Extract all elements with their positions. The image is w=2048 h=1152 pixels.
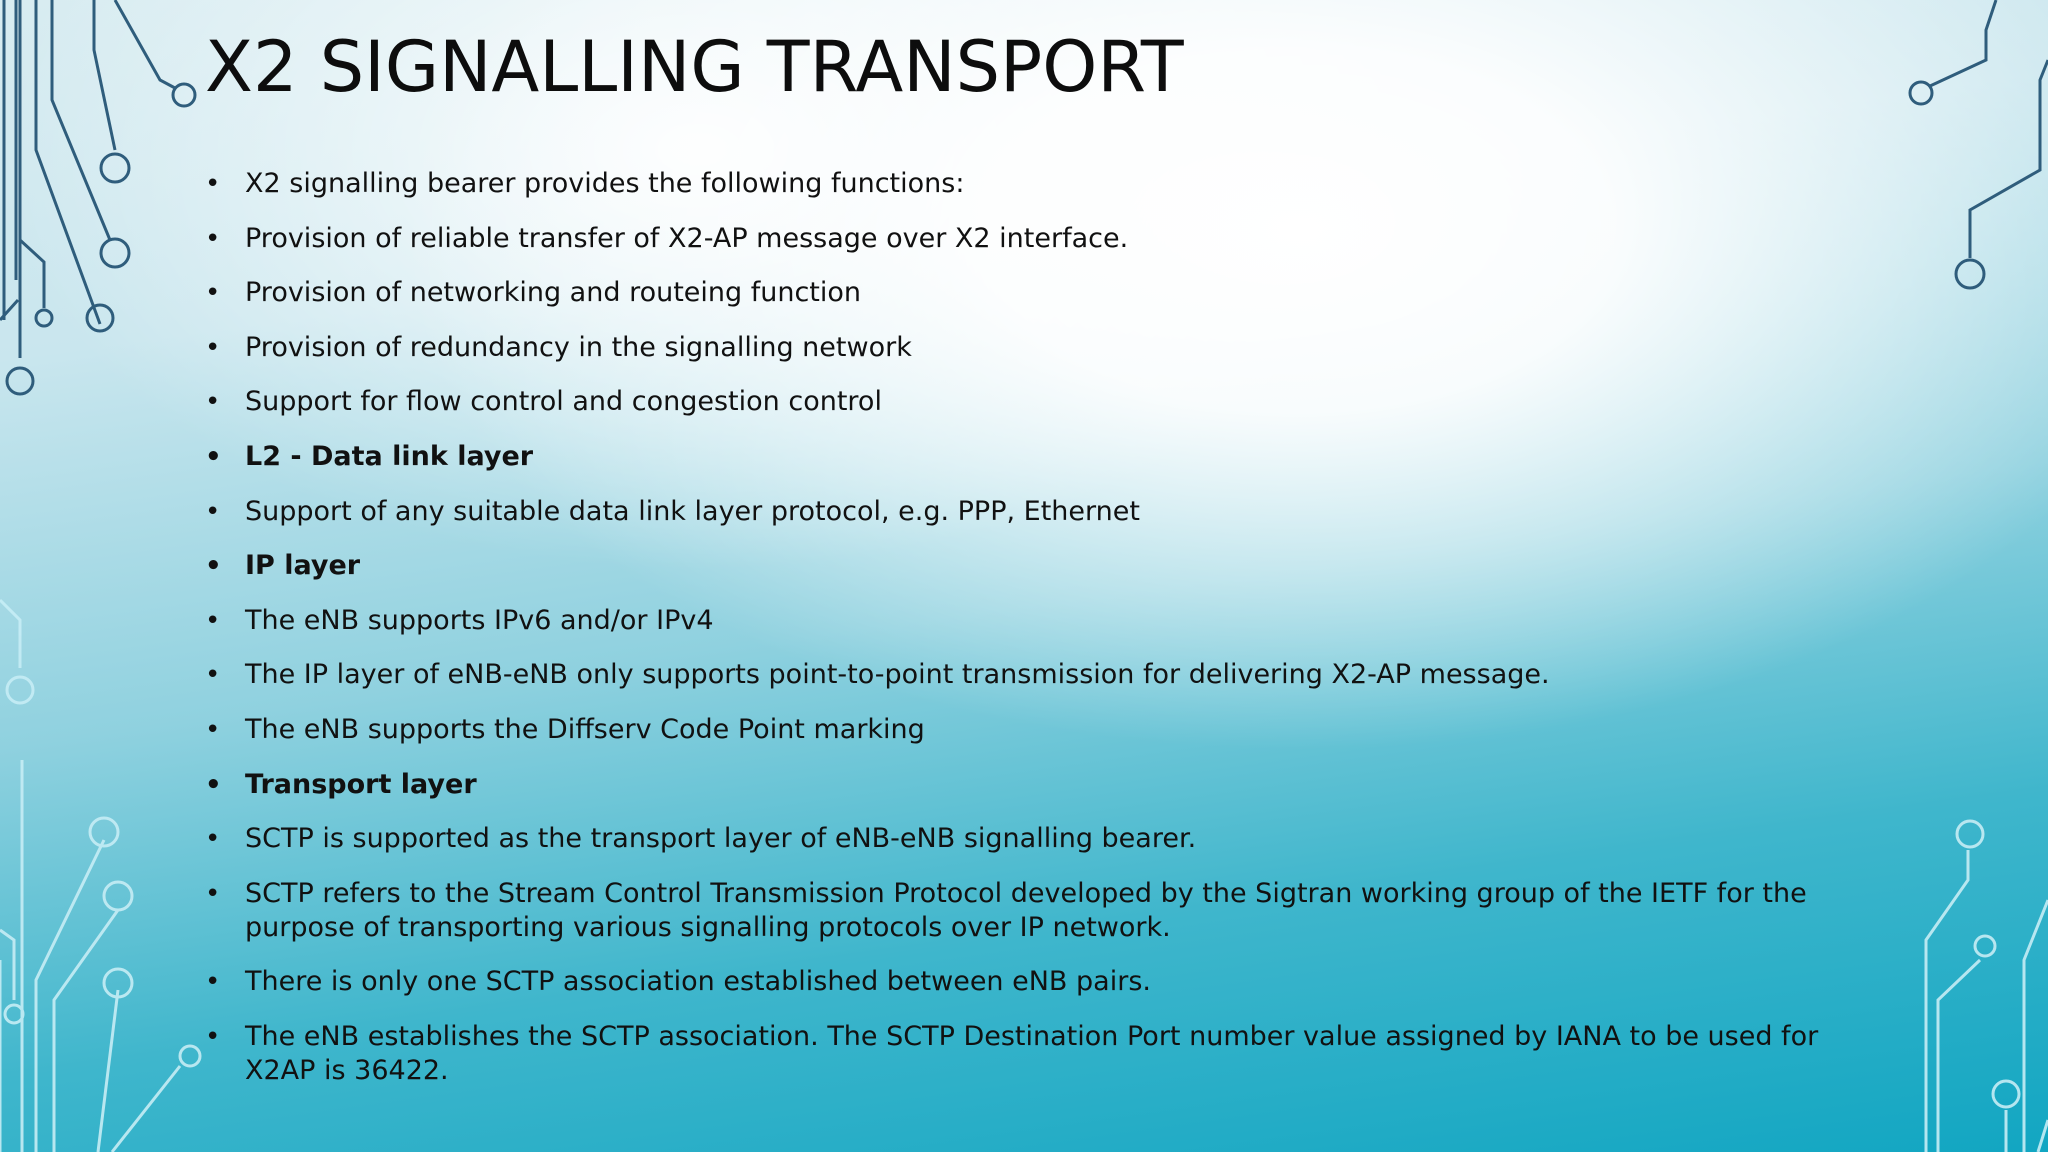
list-item-text: Provision of reliable transfer of X2-AP message over X2 interface. [245,222,1129,254]
bullet-icon: • [205,878,221,909]
list-item-text: The IP layer of eNB-eNB only supports point-to-point transmission for delivering X2-AP message. [245,659,1550,691]
list-item-text: SCTP refers to the Stream Control Transmission Protocol developed by the Sigtran working group of the IETF for the purpose of transporting various signalling protocols over IP network. [245,877,1807,943]
bullet-icon: • [205,824,221,855]
list-item [205,385,1845,419]
list-item [205,167,1845,201]
circuit-bottom-right-icon [1926,821,2048,1152]
bullet-list [205,167,1845,1109]
list-item-text: The eNB establishes the SCTP association. The SCTP Destination Port number value assigned by IANA to be used for X2AP is 36422. [245,1020,1819,1086]
list-item-text: The eNB supports the Diffserv Code Point marking [245,713,925,745]
list-item [205,713,1845,747]
section-heading-item [205,549,1845,583]
section-heading-text: IP layer [245,550,361,582]
bullet-icon: • [205,967,221,998]
section-heading-text: L2 - Data link layer [245,440,534,472]
bullet-icon: • [205,278,221,309]
circuit-top-right-icon [1910,0,2048,288]
bullet-icon: • [205,169,221,199]
list-item [205,877,1845,945]
list-item [205,495,1845,529]
bullet-icon: • [205,441,222,472]
bullet-icon: • [205,332,221,363]
list-item [205,1020,1845,1088]
bullet-icon: • [205,714,221,745]
list-item [205,331,1845,365]
bullet-icon: • [205,1021,221,1052]
bullet-icon: • [205,605,221,636]
bullet-icon: • [205,496,221,527]
list-item [205,604,1845,638]
section-heading-item [205,440,1845,474]
list-item [205,965,1845,999]
list-item-text: The eNB supports IPv6 and/or IPv4 [245,604,714,636]
list-item [205,658,1845,692]
list-item-text: Provision of redundancy in the signalling network [245,331,912,363]
bullet-icon: • [205,551,222,582]
list-item [205,822,1845,856]
list-item-text: SCTP is supported as the transport layer of eNB-eNB signalling bearer. [245,823,1197,855]
slide-title: X2 SIGNALLING TRANSPORT [205,26,1184,108]
list-item-text: Support for flow control and congestion control [245,386,882,418]
list-item-text: Provision of networking and routeing function [245,277,862,309]
list-item-text: Support of any suitable data link layer protocol, e.g. PPP, Ethernet [245,495,1140,527]
bullet-icon: • [205,769,222,800]
list-item [205,276,1845,310]
section-heading-item [205,768,1845,802]
circuit-top-left-icon [0,0,195,394]
section-heading-text: Transport layer [245,768,477,800]
bullet-icon: • [205,223,221,254]
bullet-icon: • [205,387,221,418]
bullet-icon: • [205,660,221,691]
circuit-bottom-left-icon [0,600,200,1152]
list-item-text: X2 signalling bearer provides the following functions: [245,168,965,199]
list-item [205,222,1845,256]
list-item-text: There is only one SCTP association established between eNB pairs. [245,966,1151,998]
